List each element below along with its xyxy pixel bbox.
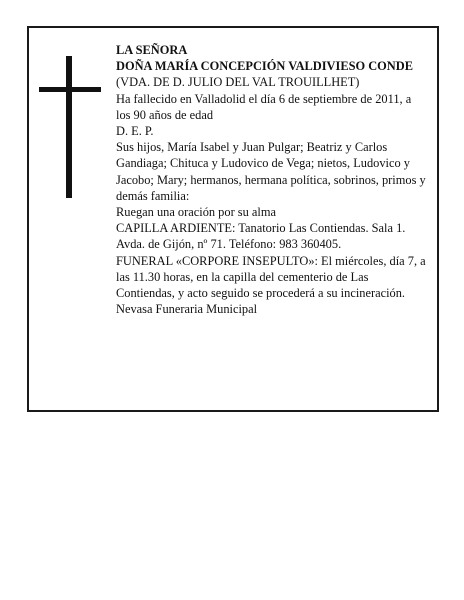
obituary-text — [116, 42, 428, 317]
chapel-info: CAPILLA ARDIENTE: Tanatorio Las Contiendas. Sala 1. Avda. de Gijón, nº 71. Teléfono: 983 360405. — [116, 221, 406, 252]
cross-icon — [39, 56, 101, 198]
rip-line: D. E. P. — [116, 124, 154, 139]
prayer-request: Ruegan una oración por su alma — [116, 205, 276, 220]
death-announcement: Ha fallecido en Valladolid el día 6 de septiembre de 2011, a los 90 años de edad — [116, 91, 412, 122]
funeral-home: Nevasa Funeraria Municipal — [116, 302, 258, 317]
obituary-notice — [27, 26, 439, 412]
cross-horizontal-bar — [39, 87, 101, 92]
funeral-info: FUNERAL «CORPORE INSEPULTO»: El miércoles, día 7, a las 11.30 horas, en la capilla del cementerio de Las Contiendas, y acto seguido se procederá a su incineración. — [116, 253, 426, 301]
title-line-1: LA SEÑORA — [116, 43, 188, 57]
widow-of-line: (VDA. DE D. JULIO DEL VAL TROUILLHET) — [116, 75, 360, 90]
cross-vertical-bar — [66, 56, 72, 198]
family-list: Sus hijos, María Isabel y Juan Pulgar; Beatriz y Carlos Gandiaga; Chituca y Ludovico de Vega; nietos, Ludovico y Jacobo; Mary; hermanos, hermana política, sobrinos, primos y demás familia: — [116, 140, 426, 203]
deceased-name: DOÑA MARÍA CONCEPCIÓN VALDIVIESO CONDE — [116, 59, 413, 74]
